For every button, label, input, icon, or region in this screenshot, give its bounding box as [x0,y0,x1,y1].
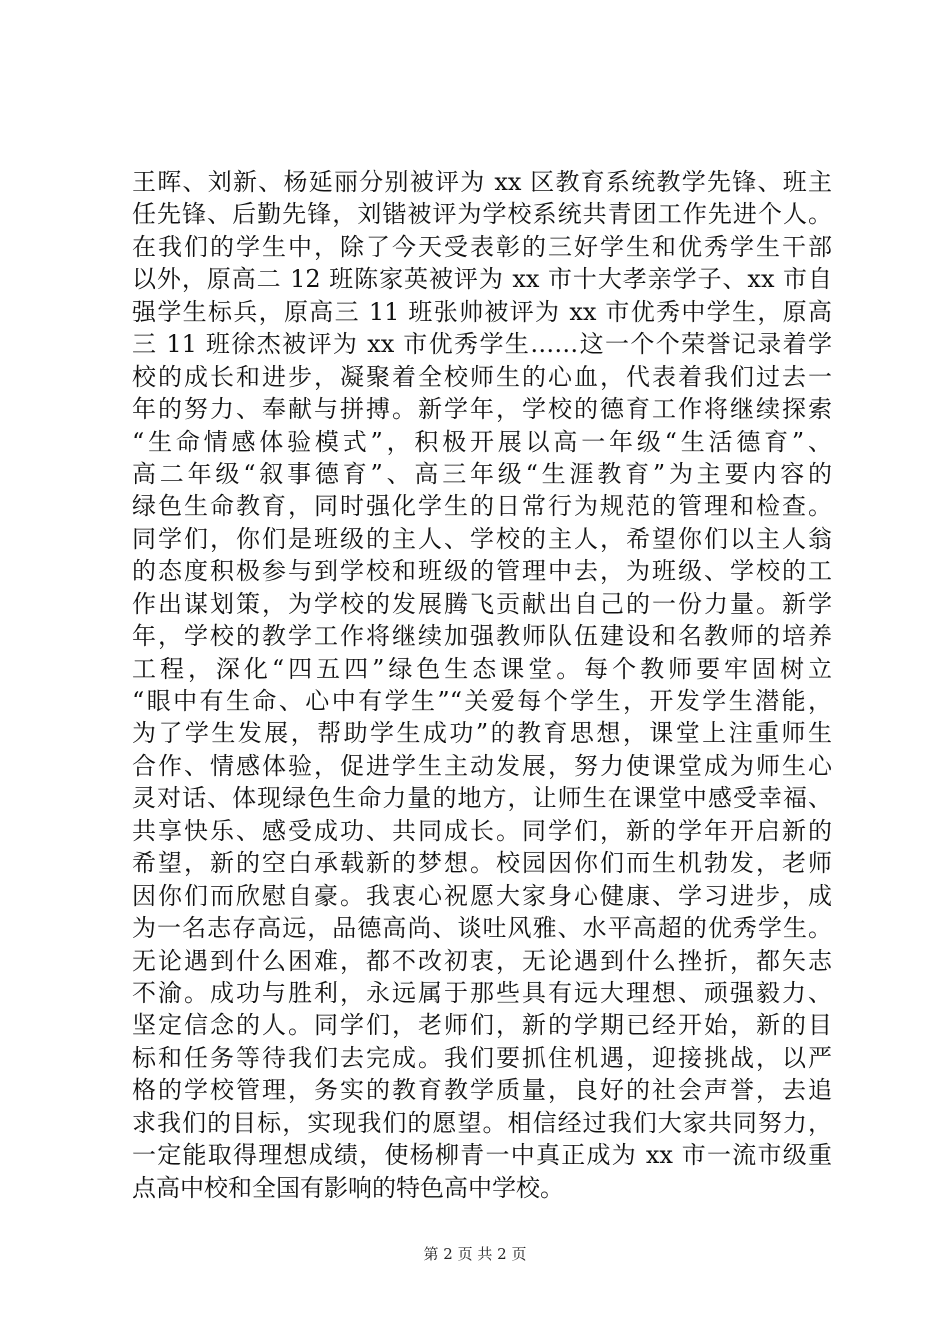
text-line: 任先锋、后勤先锋，刘锴被评为学校系统共青团工作先进个人。 [132,200,832,229]
text-line: 无论遇到什么困难，都不改初衷，无论遇到什么挫折，都矢志 [132,946,832,975]
text-line: 年，学校的教学工作将继续加强教师队伍建设和名教师的培养 [132,622,832,651]
text-line: 格的学校管理，务实的教育教学质量，良好的社会声誉，去追 [132,1076,832,1105]
text-line: 一定能取得理想成绩，使杨柳青一中真正成为 xx 市一流市级重 [132,1141,832,1170]
text-line: 强学生标兵，原高三 11 班张帅被评为 xx 市优秀中学生，原高 [132,297,832,326]
text-line: 高二年级“叙事德育”、高三年级“生涯教育”为主要内容的 [132,459,832,488]
text-line: 点高中校和全国有影响的特色高中学校。 [132,1173,564,1202]
body-text [132,166,832,1204]
text-line: 同学们，你们是班级的主人、学校的主人，希望你们以主人翁 [132,524,832,553]
text-line: “生命情感体验模式”，积极开展以高一年级“生活德育”、 [132,427,832,456]
text-line: 以外，原高二 12 班陈家英被评为 xx 市十大孝亲学子、xx 市自 [132,265,832,294]
text-line: 年的努力、奉献与拼搏。新学年，学校的德育工作将继续探索 [132,395,832,424]
text-line: 的态度积极参与到学校和班级的管理中去，为班级、学校的工 [132,557,832,586]
text-line: 不渝。成功与胜利，永远属于那些具有远大理想、顽强毅力、 [132,978,832,1007]
text-line: 合作、情感体验，促进学生主动发展，努力使课堂成为师生心 [132,751,832,780]
text-line: “眼中有生命、心中有学生”“关爱每个学生，开发学生潜能， [132,687,832,715]
text-line: 工程，深化“四五四”绿色生态课堂。每个教师要牢固树立 [132,654,832,683]
text-line: 标和任务等待我们去完成。我们要抓住机遇，迎接挑战，以严 [132,1043,832,1072]
text-line: 灵对话、体现绿色生命力量的地方，让师生在课堂中感受幸福、 [132,784,832,813]
text-line: 求我们的目标，实现我们的愿望。相信经过我们大家共同努力， [132,1108,832,1137]
text-line: 三 11 班徐杰被评为 xx 市优秀学生……这一个个荣誉记录着学 [132,330,832,359]
text-line: 校的成长和进步，凝聚着全校师生的心血，代表着我们过去一 [132,362,832,391]
text-line: 希望，新的空白承载新的梦想。校园因你们而生机勃发，老师 [132,849,832,878]
text-line: 因你们而欣慰自豪。我衷心祝愿大家身心健康、学习进步，成 [132,881,832,910]
text-line: 共享快乐、感受成功、共同成长。同学们，新的学年开启新的 [132,816,832,845]
text-line: 为一名志存高远，品德高尚、谈吐风雅、水平高超的优秀学生。 [132,914,832,943]
text-line: 作出谋划策，为学校的发展腾飞贡献出自己的一份力量。新学 [132,589,832,618]
page-footer: 第 2 页 共 2 页 [423,1245,527,1263]
text-line: 绿色生命教育，同时强化学生的日常行为规范的管理和检查。 [132,492,832,521]
text-line: 在我们的学生中，除了今天受表彰的三好学生和优秀学生干部 [132,232,832,261]
text-line: 坚定信念的人。同学们，老师们，新的学期已经开始，新的目 [132,1011,832,1040]
text-line: 为了学生发展，帮助学生成功”的教育思想，课堂上注重师生 [132,719,832,748]
text-line: 王晖、刘新、杨延丽分别被评为 xx 区教育系统教学先锋、班主 [132,168,832,196]
